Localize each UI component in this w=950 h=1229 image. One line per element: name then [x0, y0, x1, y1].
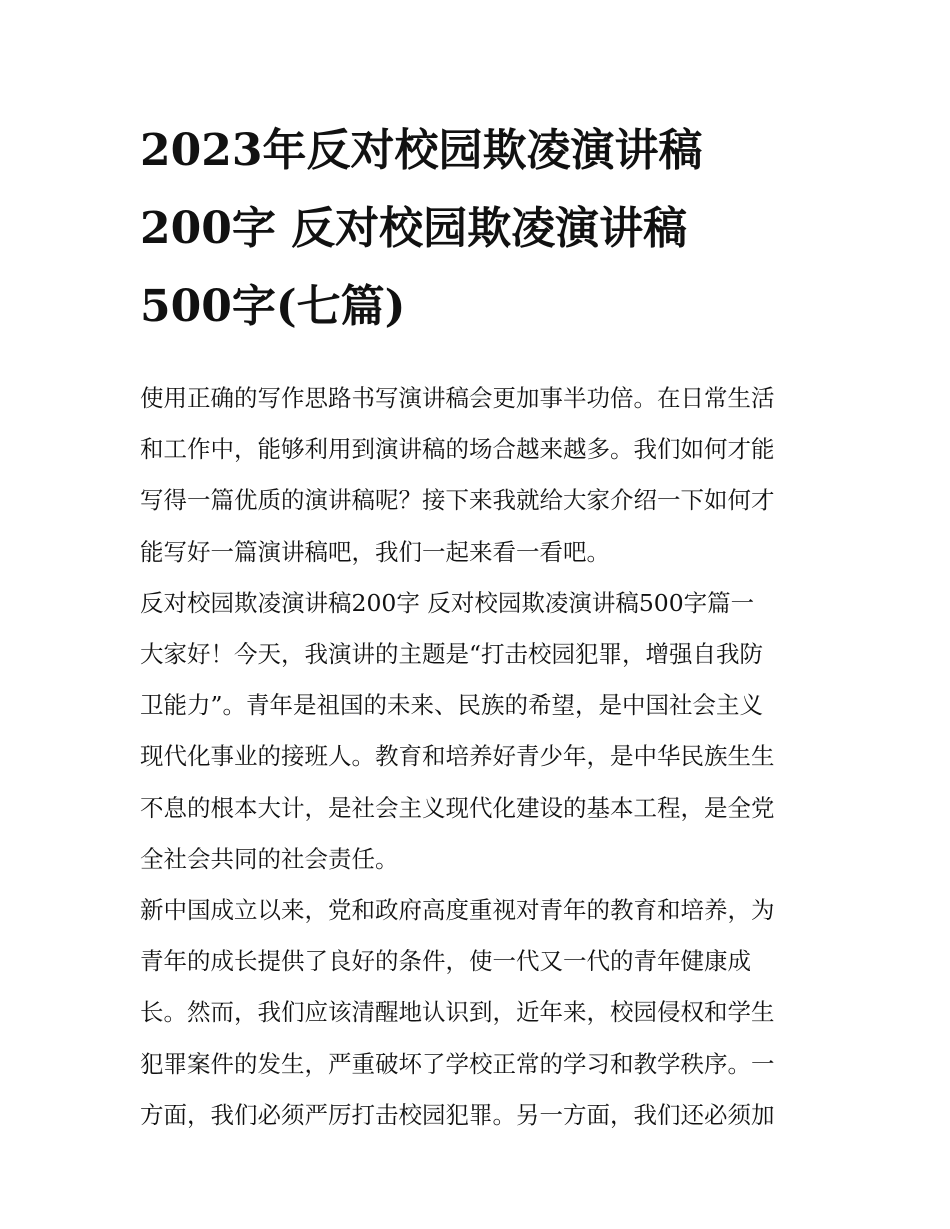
text-line: 长。然而，我们应该清醒地认识到，近年来，校园侵权和学生	[140, 998, 775, 1027]
text-line: 全社会共同的社会责任。	[140, 844, 399, 873]
text-line: 新中国成立以来，党和政府高度重视对青年的教育和培养，为	[140, 896, 775, 925]
intro-paragraph	[140, 373, 812, 578]
text-line: 犯罪案件的发生，严重破坏了学校正常的学习和教学秩序。一	[140, 1049, 775, 1078]
document-page	[140, 112, 812, 1141]
text-line: 写得一篇优质的演讲稿呢？接下来我就给大家介绍一下如何才	[140, 486, 775, 515]
text-line: 青年的成长提供了良好的条件，使一代又一代的青年健康成	[140, 947, 751, 976]
body-paragraph	[140, 885, 812, 1141]
text-line: 反对校园欺凌演讲稿200字 反对校园欺凌演讲稿500字篇一	[140, 588, 755, 617]
text-line: 使用正确的写作思路书写演讲稿会更加事半功倍。在日常生活	[140, 384, 775, 412]
text-line: 方面，我们必须严厉打击校园犯罪。另一方面，我们还必须加	[140, 1100, 775, 1129]
text-line: 和工作中，能够利用到演讲稿的场合越来越多。我们如何才能	[140, 435, 775, 464]
text-line: 能写好一篇演讲稿吧，我们一起来看一看吧。	[140, 537, 610, 566]
title-line: 2023年反对校园欺凌演讲稿	[140, 125, 703, 176]
text-line: 大家好！今天，我演讲的主题是“打击校园犯罪，增强自我防	[140, 640, 764, 669]
title-line: 500字(七篇)	[140, 281, 406, 332]
text-line: 卫能力”。青年是祖国的未来、民族的希望，是中国社会主义	[140, 691, 764, 720]
document-title	[140, 112, 812, 346]
text-line: 现代化事业的接班人。教育和培养好青少年，是中华民族生生	[140, 742, 775, 771]
title-line: 200字 反对校园欺凌演讲稿	[140, 203, 688, 254]
section-heading-paragraph	[140, 578, 812, 629]
text-line: 不息的根本大计，是社会主义现代化建设的基本工程，是全党	[140, 793, 775, 822]
body-paragraph	[140, 629, 812, 885]
